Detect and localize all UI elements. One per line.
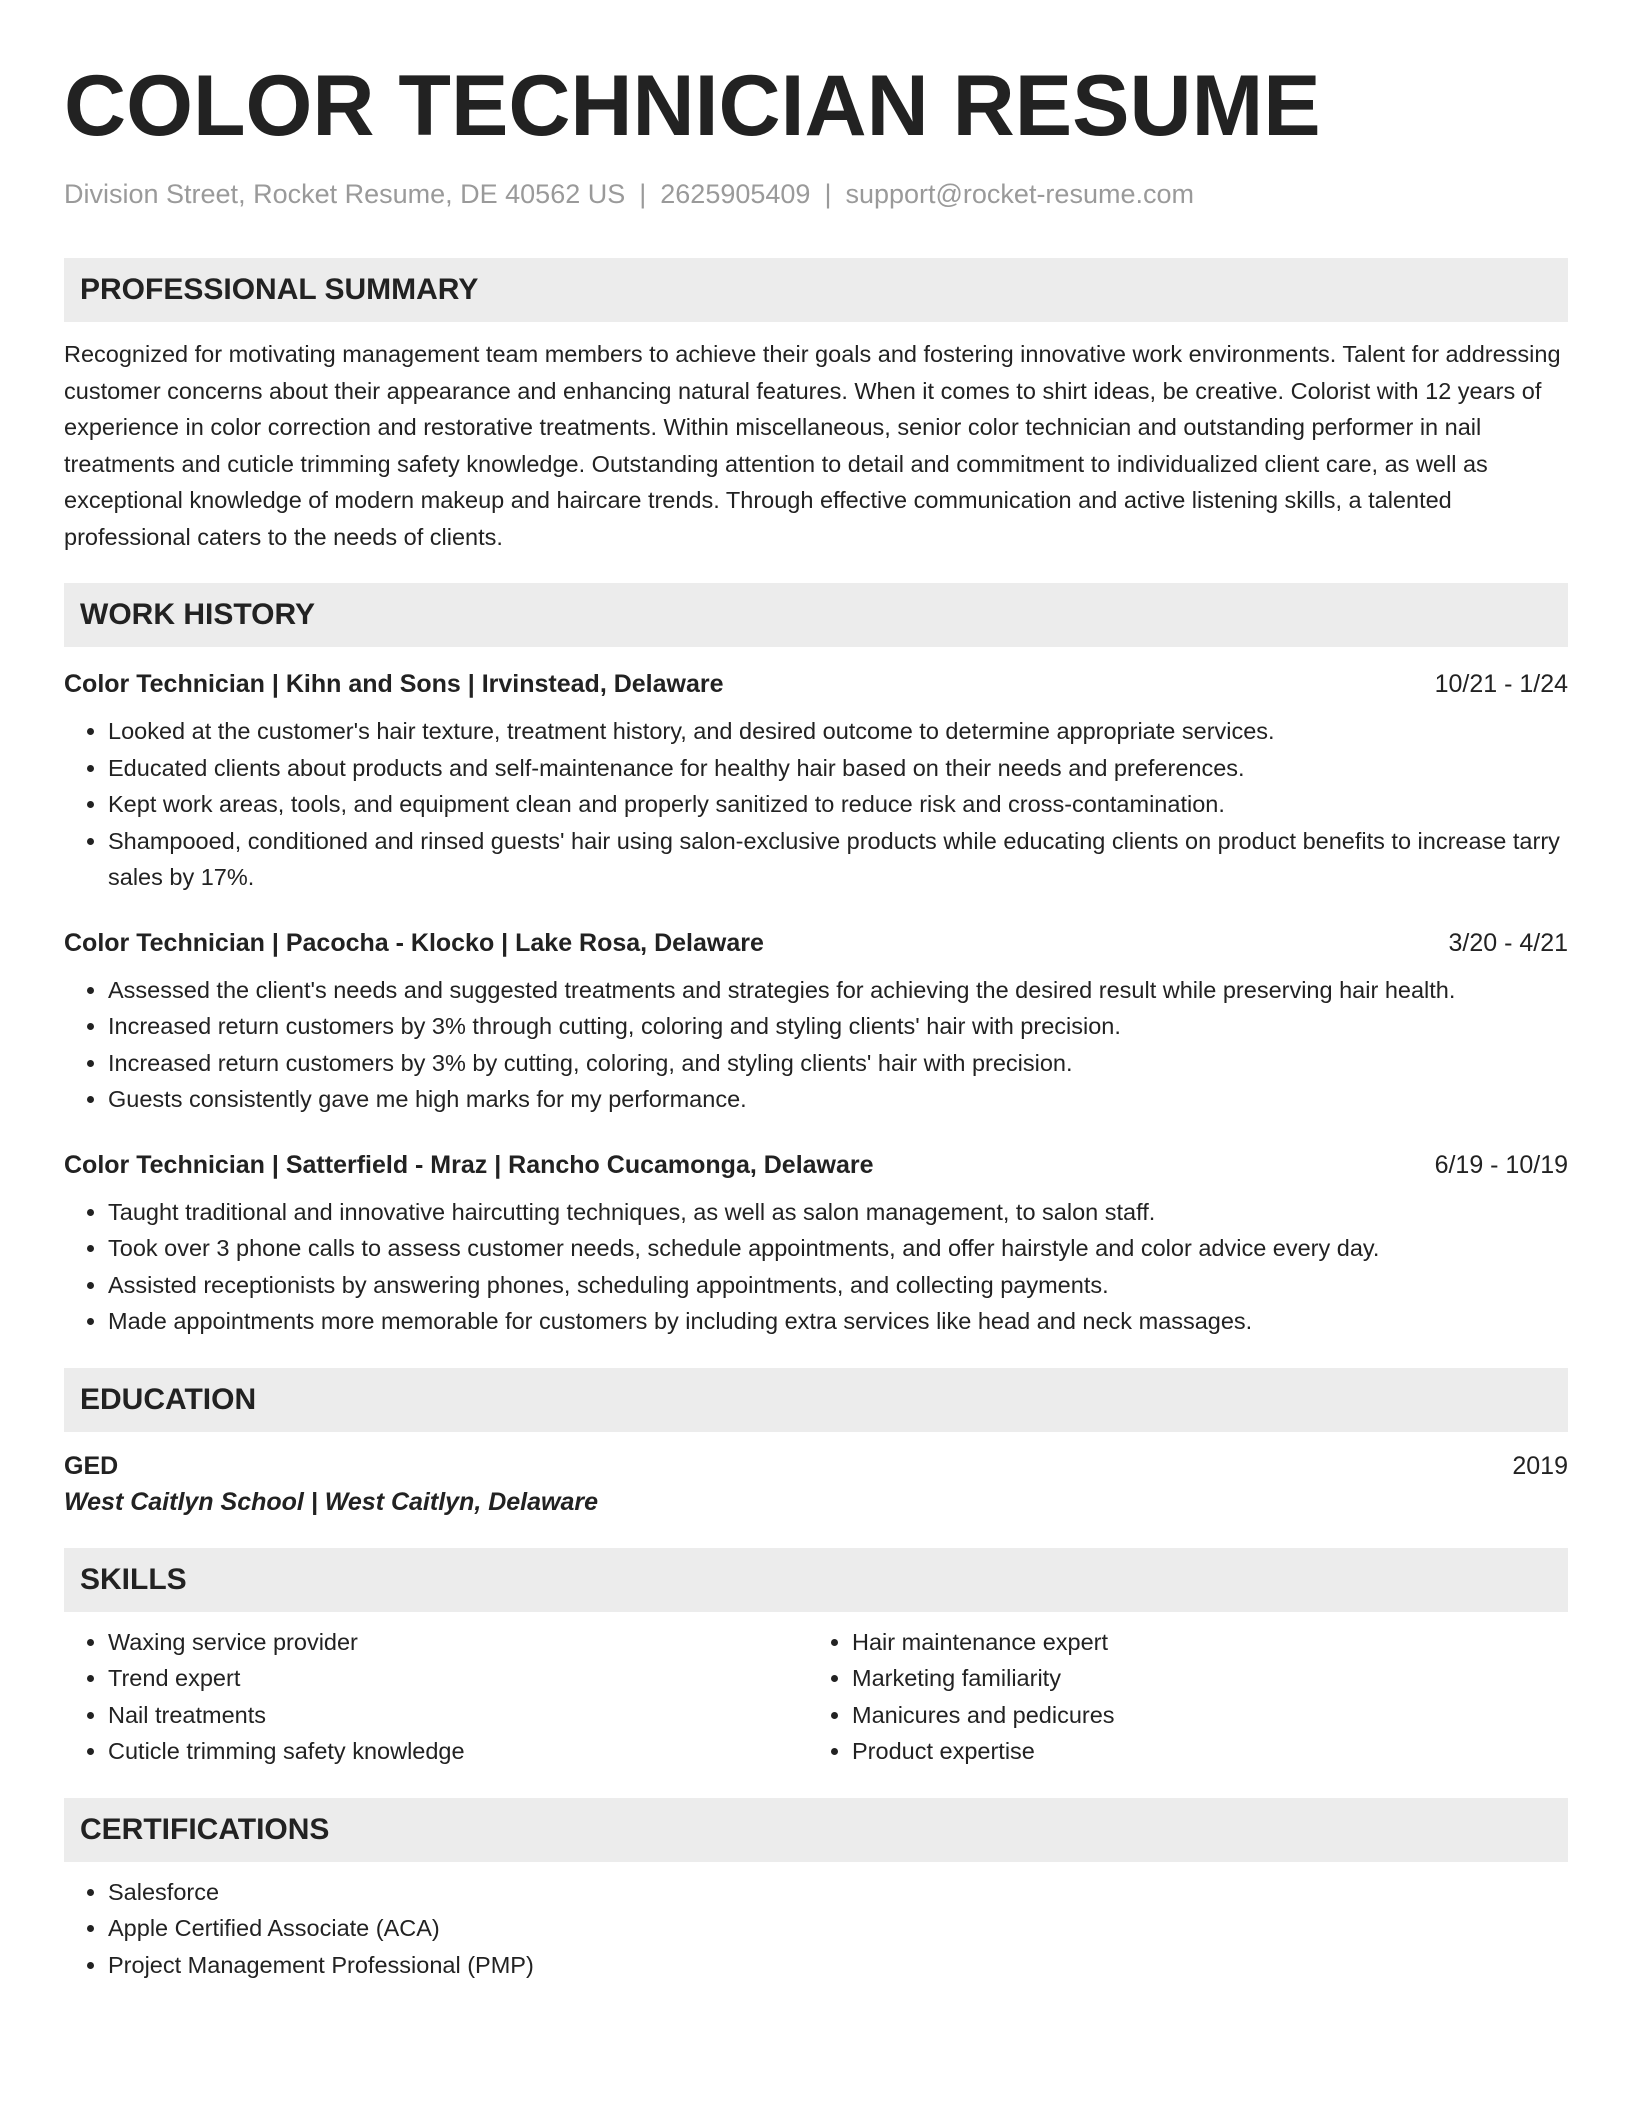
skill-item: • Cuticle trimming safety knowledge xyxy=(108,1733,808,1770)
contact-separator: | xyxy=(639,179,647,209)
job-title-row xyxy=(64,1148,1568,1182)
certifications-heading: CERTIFICATIONS xyxy=(64,1798,1568,1862)
job-bullet: • Shampooed, conditioned and rinsed guests' hair using salon-exclusive products while educating clients on product benefits to increase tarry sales by 17%. xyxy=(108,823,1568,896)
contact-line xyxy=(64,176,1568,212)
job-bullet: • Increased return customers by 3% by cutting, coloring, and styling clients' hair with precision. xyxy=(108,1045,1568,1082)
job-entry xyxy=(64,1148,1568,1340)
skill-item: • Marketing familiarity xyxy=(852,1660,1552,1697)
certification-item: • Salesforce xyxy=(108,1874,1568,1911)
contact-address: Division Street, Rocket Resume, DE 40562 US xyxy=(64,179,626,209)
skill-item: • Nail treatments xyxy=(108,1697,808,1734)
job-bullet: • Increased return customers by 3% through cutting, coloring and styling clients' hair with precision. xyxy=(108,1008,1568,1045)
job-bullets xyxy=(64,1194,1568,1340)
summary-text: Recognized for motivating management team members to achieve their goals and fostering innovative work environments. Talent for addressing customer concerns about their appearance and enhancing natural features. When it comes to shirt ideas, be creative. Colorist with 12 years of experience in color correction and restorative treatments. Within miscellaneous, senior color technician and outstanding performer in nail treatments and cuticle trimming safety knowledge. Outstanding attention to detail and commitment to individualized client care, as well as exceptional knowledge of modern makeup and haircare trends. Through effective communication and active listening skills, a talented professional caters to the needs of clients. xyxy=(64,341,1561,550)
job-bullet: • Took over 3 phone calls to assess customer needs, schedule appointments, and offer hairstyle and color advice every day. xyxy=(108,1230,1568,1267)
education-heading: EDUCATION xyxy=(64,1368,1568,1432)
skill-item: • Hair maintenance expert xyxy=(852,1624,1552,1661)
job-bullet: • Taught traditional and innovative haircutting techniques, as well as salon management, to salon staff. xyxy=(108,1194,1568,1231)
education-degree: GED xyxy=(64,1451,119,1480)
certification-item: • Project Management Professional (PMP) xyxy=(108,1947,1568,1984)
contact-email: support@rocket-resume.com xyxy=(845,179,1194,209)
summary-heading: PROFESSIONAL SUMMARY xyxy=(64,258,1568,322)
job-title-row xyxy=(64,667,1568,701)
job-bullet: • Assisted receptionists by answering phones, scheduling appointments, and collecting payments. xyxy=(108,1267,1568,1304)
education-year: 2019 xyxy=(1512,1451,1568,1480)
education-school: West Caitlyn School | West Caitlyn, Delaware xyxy=(64,1487,598,1516)
certifications-list xyxy=(64,1874,1568,1984)
skill-item: • Product expertise xyxy=(852,1733,1552,1770)
job-bullet: • Assessed the client's needs and suggested treatments and strategies for achieving the desired result while preserving hair health. xyxy=(108,972,1568,1009)
job-dates: 3/20 - 4/21 xyxy=(1448,928,1568,957)
skills-column-right xyxy=(808,1624,1552,1770)
skill-item: • Manicures and pedicures xyxy=(852,1697,1552,1734)
education-row xyxy=(64,1448,1568,1484)
skills-grid xyxy=(64,1612,1568,1770)
contact-separator: | xyxy=(824,179,832,209)
skill-item: • Waxing service provider xyxy=(108,1624,808,1661)
job-bullet: • Made appointments more memorable for customers by including extra services like head and neck massages. xyxy=(108,1303,1568,1340)
resume-title: COLOR TECHNICIAN RESUME xyxy=(64,58,1321,154)
job-dates: 10/21 - 1/24 xyxy=(1434,670,1568,698)
work-history-heading: WORK HISTORY xyxy=(64,583,1568,647)
job-bullet: • Guests consistently gave me high marks for my performance. xyxy=(108,1081,1568,1118)
job-bullet: • Kept work areas, tools, and equipment clean and properly sanitized to reduce risk and cross-contamination. xyxy=(108,786,1568,823)
job-dates: 6/19 - 10/19 xyxy=(1434,1150,1568,1179)
job-bullets xyxy=(64,972,1568,1118)
job-title: Color Technician | Pacocha - Klocko | Lake Rosa, Delaware xyxy=(64,928,764,957)
skills-heading: SKILLS xyxy=(64,1548,1568,1612)
job-bullet: • Educated clients about products and self-maintenance for healthy hair based on their needs and preferences. xyxy=(108,750,1568,787)
job-entry xyxy=(64,667,1568,896)
job-bullets xyxy=(64,713,1568,896)
job-title: Color Technician | Satterfield - Mraz | Rancho Cucamonga, Delaware xyxy=(64,1150,874,1179)
contact-phone: 2625905409 xyxy=(660,179,811,209)
job-title: Color Technician | Kihn and Sons | Irvinstead, Delaware xyxy=(64,670,724,698)
skills-column-left xyxy=(64,1624,808,1770)
job-entry xyxy=(64,926,1568,1118)
certification-item: • Apple Certified Associate (ACA) xyxy=(108,1910,1568,1947)
job-title-row xyxy=(64,926,1568,960)
job-bullet: • Looked at the customer's hair texture, treatment history, and desired outcome to determine appropriate services. xyxy=(108,713,1568,750)
skill-item: • Trend expert xyxy=(108,1660,808,1697)
